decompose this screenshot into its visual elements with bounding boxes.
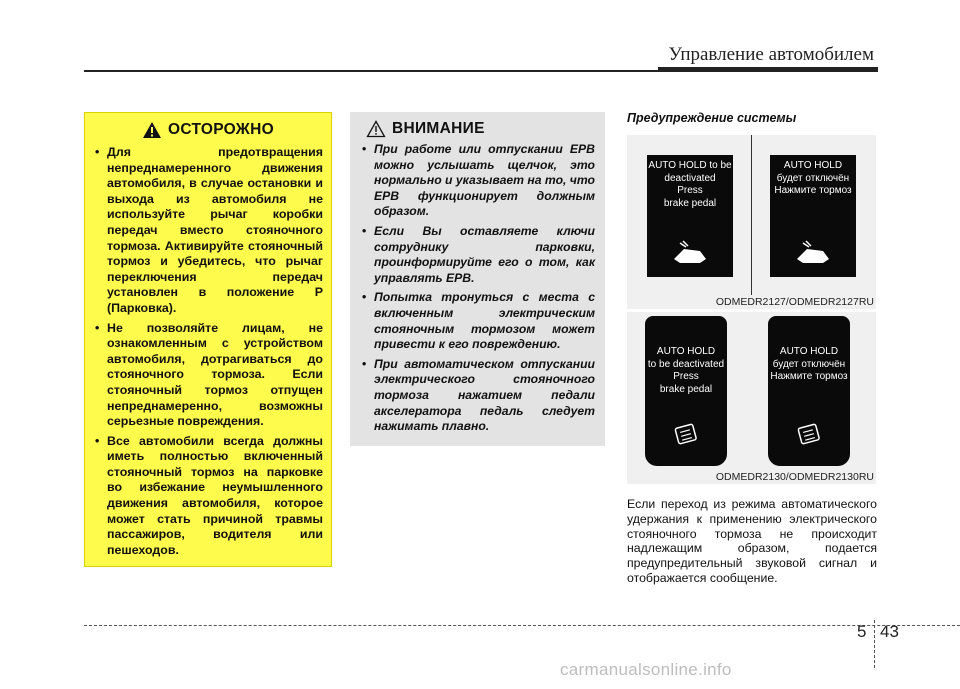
- description-text: Если переход из режима автоматического удержания к применению электрического стояночного тормоза не происходит надлежащим образом, подается предупредительный звуковой сигнал и отображается сообщение.: [627, 497, 877, 585]
- panel-line: Press: [677, 185, 703, 196]
- panel-line: deactivated: [664, 172, 716, 184]
- caution-title: ОСТОРОЖНО: [168, 121, 274, 138]
- attention-item: • При работе или отпускании EPB можно услышать щелчок, это нормально и указывает на то, что EPB функционирует должным образом.: [360, 142, 595, 220]
- panel-line: brake pedal: [663, 197, 717, 209]
- panel-line: будет отключён: [772, 358, 846, 370]
- figure-cluster-display: [627, 135, 876, 309]
- header-rule-accent: [658, 67, 878, 72]
- attention-list: [360, 142, 595, 435]
- figure-code: ODMEDR2127/ODMEDR2127RU: [715, 296, 874, 308]
- display-panel-en: [647, 155, 733, 277]
- panel-line: AUTO HOLD: [783, 160, 843, 171]
- attention-title: ВНИМАНИЕ: [392, 120, 485, 137]
- footer-divider: [874, 620, 875, 668]
- attention-item: • Если Вы оставляете ключи сотруднику парковки, проинформируйте его о том, как управлять EPB.: [360, 224, 595, 286]
- display-panel-ru: [768, 316, 850, 466]
- figure-divider: [751, 135, 752, 309]
- brake-pedal-icon: [673, 422, 699, 448]
- panel-text: [645, 316, 727, 396]
- panel-line: to be deactivated: [647, 358, 725, 370]
- panel-text: [768, 316, 850, 384]
- display-panel-ru: [770, 155, 856, 277]
- panel-line: Нажмите тормоз: [774, 185, 852, 196]
- section-title: Предупреждение системы: [627, 111, 797, 125]
- panel-line: AUTO HOLD: [779, 346, 839, 357]
- display-panel-en: [645, 316, 727, 466]
- panel-line: Press: [673, 371, 699, 382]
- page-number: 43: [880, 622, 899, 641]
- footer-rule: [84, 625, 960, 626]
- caution-item: • Для предотвращения непреднамеренного движения автомобиля, в случае остановки и выхода из автомобиля не используйте рычаг коробки передач вместо стояночного тормоза. Активируйте стояночный тормоз и убедитесь, что рычаг переключения передач установлен в положение P (Парковка).: [93, 145, 323, 317]
- caution-heading: [93, 121, 323, 139]
- panel-line: AUTO HOLD: [656, 346, 716, 357]
- section-number: 5: [857, 622, 867, 641]
- attention-box: [350, 112, 605, 446]
- caution-box: [84, 112, 332, 567]
- attention-item: • Попытка тронуться с места с включенным электрическим стояночным тормозом может привести к его повреждению.: [360, 290, 595, 352]
- foot-pedal-icon: [793, 239, 833, 267]
- panel-line: AUTO HOLD to be: [648, 160, 732, 171]
- page-header-title: Управление автомобилем: [668, 44, 874, 65]
- panel-line: brake pedal: [659, 383, 713, 395]
- watermark-text: carmanualsonline.info: [560, 660, 732, 679]
- figure-code: ODMEDR2130/ODMEDR2130RU: [715, 471, 874, 483]
- panel-line: будет отключён: [776, 172, 850, 184]
- panel-text: [647, 155, 733, 210]
- warning-triangle-icon: [142, 121, 162, 139]
- panel-line: Нажмите тормоз: [770, 371, 848, 382]
- foot-pedal-icon: [670, 239, 710, 267]
- caution-item: • Не позволяйте лицам, не ознакомленным с устройством автомобиля, дотрагиваться до стояночного тормоза. Если стояночный тормоз отпущен непреднамеренно, возможны серьезные повреждения.: [93, 321, 323, 430]
- attention-item: • При автоматическом отпускании электрического стояночного тормоза нажатием педали акселератора педаль следует нажимать плавно.: [360, 357, 595, 435]
- warning-outline-icon: [366, 120, 386, 138]
- attention-heading: [360, 120, 595, 138]
- caution-item: • Все автомобили всегда должны иметь полностью включенный стояночный тормоз на парковке во избежание неумышленного движения автомобиля, которое может стать причиной травмы пассажиров, водителя или пешеходов.: [93, 434, 323, 559]
- panel-text: [770, 155, 856, 198]
- caution-list: [93, 145, 323, 558]
- brake-pedal-icon: [796, 422, 822, 448]
- figure-cluster-display-alt: [627, 312, 876, 484]
